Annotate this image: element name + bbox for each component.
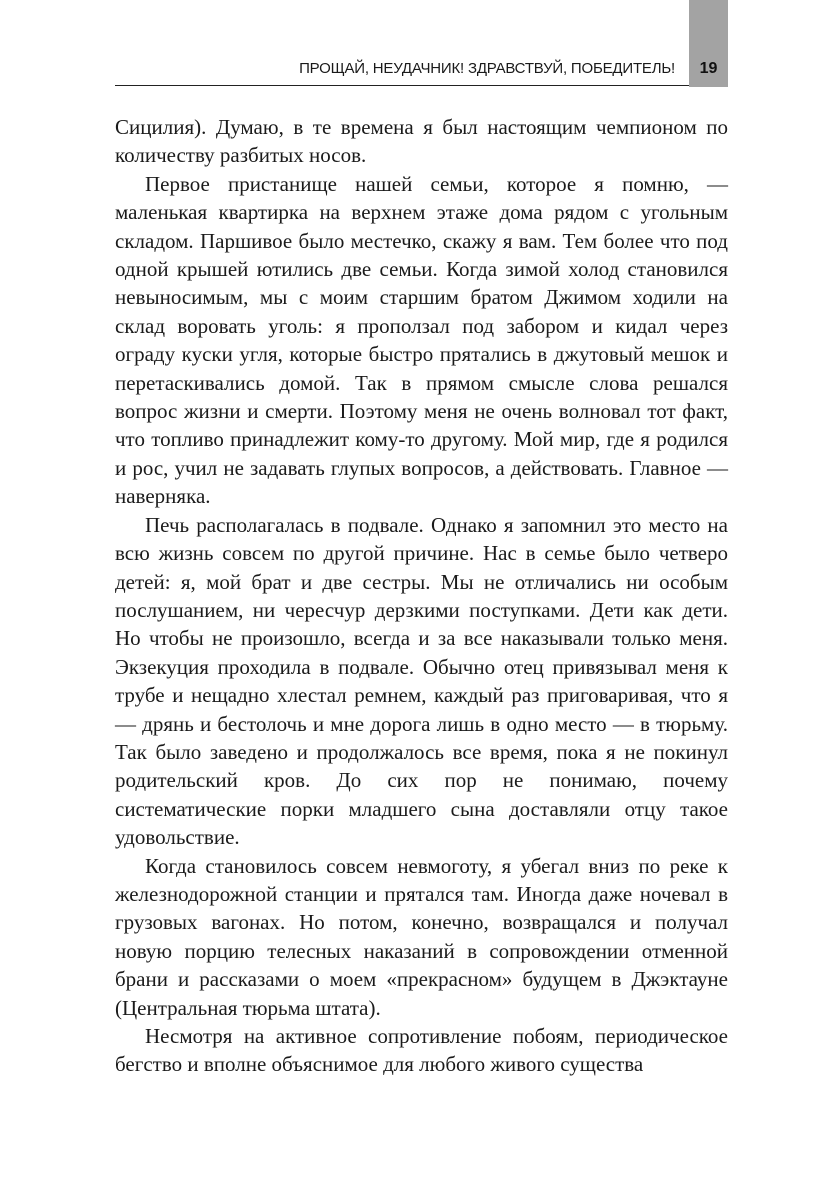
paragraph: Несмотря на активное сопротивление побоям, периодическое бегство и вполне объяснимое для любого живого существа: [115, 1024, 728, 1077]
paragraph: Первое пристанище нашей семьи, которое я помню, — маленькая квартирка на верхнем этаже дома рядом с угольным складом. Паршивое было местечко, скажу я вам. Тем более что под одной крышей ютились две семьи. Когда зимой холод становился невыносимым, мы с моим старшим братом Джимом ходили на склад воровать уголь: я проползал под забором и кидал через ограду куски угля, которые быстро прятались в джутовый мешок и перетаскивались домой. Так в прямом смысле слова решался вопрос жизни и смерти. Поэтому меня не очень волновал тот факт, что топливо принадлежит кому-то другому. Мой мир, где я родился и рос, учил не задавать глупых вопросов, а действовать. Главное — наверняка.: [115, 171, 728, 509]
paragraph: Когда становилось совсем невмоготу, я убегал вниз по реке к железнодорожной станции и прятался там. Иногда даже ночевал в грузовых вагонах. Но потом, конечно, возвращался и получал новую порцию телесных наказаний в сопровождении отменной брани и рассказами о моем «прекрасном» будущем в Джэктауне (Центральная тюрьма штата).: [115, 853, 728, 1020]
body-text: [115, 113, 728, 1079]
paragraph: Печь располагалась в подвале. Однако я запомнил это место на всю жизнь совсем по другой причине. Нас в семье было четверо детей: я, мой брат и две сестры. Мы не отличались ни особым послушанием, ни чересчур дерзкими поступками. Дети как дети. Но чтобы не произошло, всегда и за все наказывали только меня. Экзекуция проходила в подвале. Обычно отец привязывал меня к трубе и нещадно хлестал ремнем, каждый раз приговаривая, что я — дрянь и бестолочь и мне дорога лишь в одно место — в тюрьму. Так было заведено и продолжалось все время, пока я не покинул родительский кров. До сих пор не понимаю, почему систематические порки младшего сына доставляли отцу такое удовольствие.: [115, 512, 728, 850]
paragraph: Сицилия). Думаю, в те времена я был настоящим чемпионом по количеству разбитых носов.: [115, 115, 728, 168]
page-number: 19: [699, 60, 718, 77]
header-rule: [115, 85, 689, 86]
running-title: ПРОЩАЙ, НЕУДАЧНИК! ЗДРАВСТВУЙ, ПОБЕДИТЕЛЬ!: [299, 60, 675, 77]
